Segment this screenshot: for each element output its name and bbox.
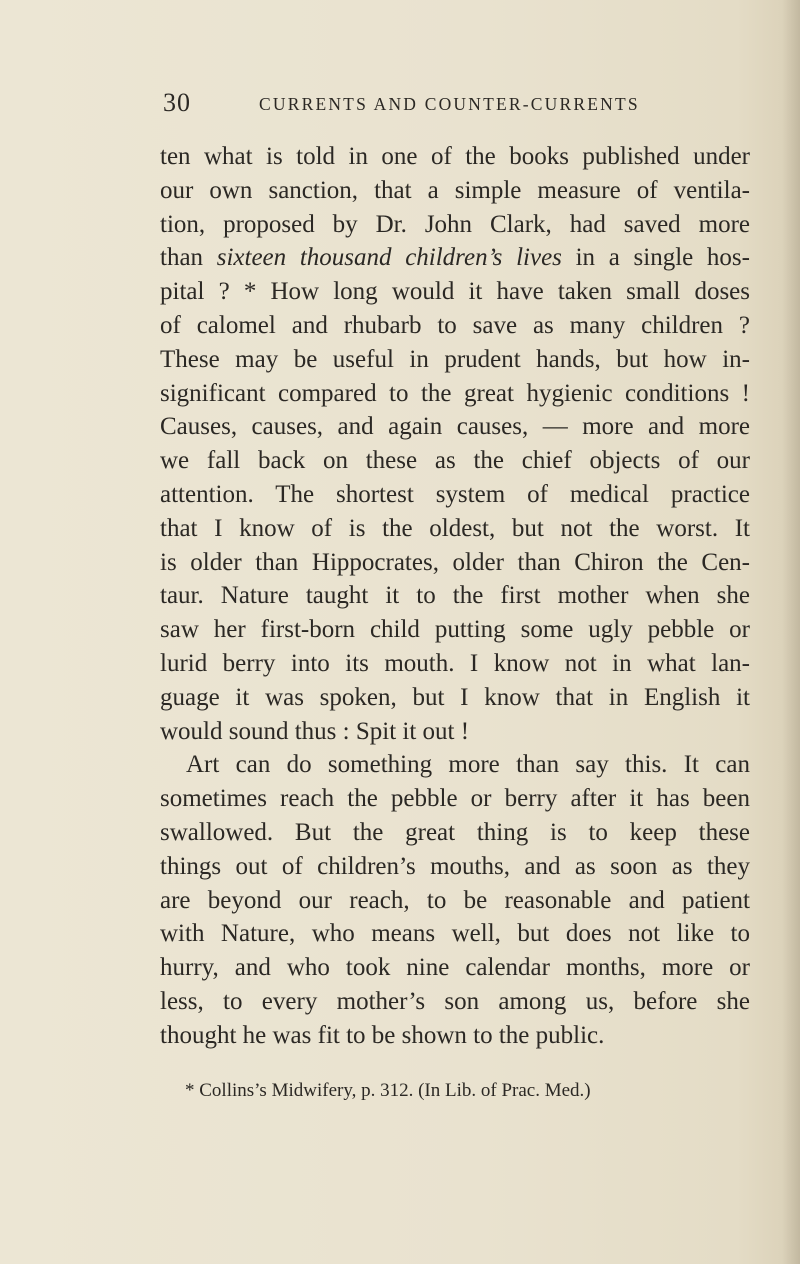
page-number: 30 [163, 88, 191, 117]
text-line: significant compared to the great hygienic conditions ! [160, 379, 750, 407]
text-line: would sound thus : Spit it out ! [160, 717, 470, 745]
text-line: lurid berry into its mouth. I know not in what lan- [160, 649, 750, 677]
text-line [160, 241, 750, 275]
text-line: our own sanction, that a simple measure of ventila- [160, 176, 750, 204]
body-text [160, 140, 750, 1053]
text-line: guage it was spoken, but I know that in English it [160, 683, 750, 711]
text-line: Art can do something more than say this. It can [186, 751, 750, 779]
text-line: These may be useful in prudent hands, but how in- [160, 345, 750, 373]
text-line: thought he was fit to be shown to the public. [160, 1021, 605, 1049]
text-line: tion, proposed by Dr. John Clark, had saved more [160, 210, 750, 238]
text-line: are beyond our reach, to be reasonable and patient [160, 886, 750, 914]
text-line: Causes, causes, and again causes, — more and more [160, 413, 750, 441]
text-span: than [160, 244, 204, 272]
text-line: of calomel and rhubarb to save as many children ? [160, 311, 750, 339]
page-edge-shadow [782, 0, 800, 1264]
text-line: sometimes reach the pebble or berry after it has been [160, 785, 750, 813]
text-line: ten what is told in one of the books published under [160, 143, 750, 170]
running-head: CURRENTS AND COUNTER-CURRENTS [259, 94, 640, 114]
text-line: less, to every mother’s son among us, before she [160, 987, 750, 1015]
text-line: with Nature, who means well, but does not like to [160, 920, 750, 948]
text-line: things out of children’s mouths, and as soon as they [160, 852, 750, 880]
text-span: in a single hos- [575, 244, 750, 272]
text-line: taur. Nature taught it to the first mother when she [160, 582, 750, 610]
text-line: we fall back on these as the chief objects of our [160, 447, 750, 475]
italic-phrase: sixteen thousand children’s lives [216, 244, 562, 272]
text-line: that I know of is the oldest, but not the worst. It [160, 514, 750, 542]
text-line: is older than Hippocrates, older than Chiron the Cen- [160, 548, 750, 576]
page-header [163, 84, 743, 124]
text-line: attention. The shortest system of medical practice [160, 480, 750, 508]
footnote: * Collins’s Midwifery, p. 312. (In Lib. of Prac. Med.) [185, 1080, 591, 1101]
text-line: hurry, and who took nine calendar months, more or [160, 954, 750, 982]
text-line: swallowed. But the great thing is to keep these [160, 818, 750, 846]
text-line: saw her first-born child putting some ugly pebble or [160, 616, 750, 644]
text-line: pital ? * How long would it have taken small doses [160, 278, 750, 306]
